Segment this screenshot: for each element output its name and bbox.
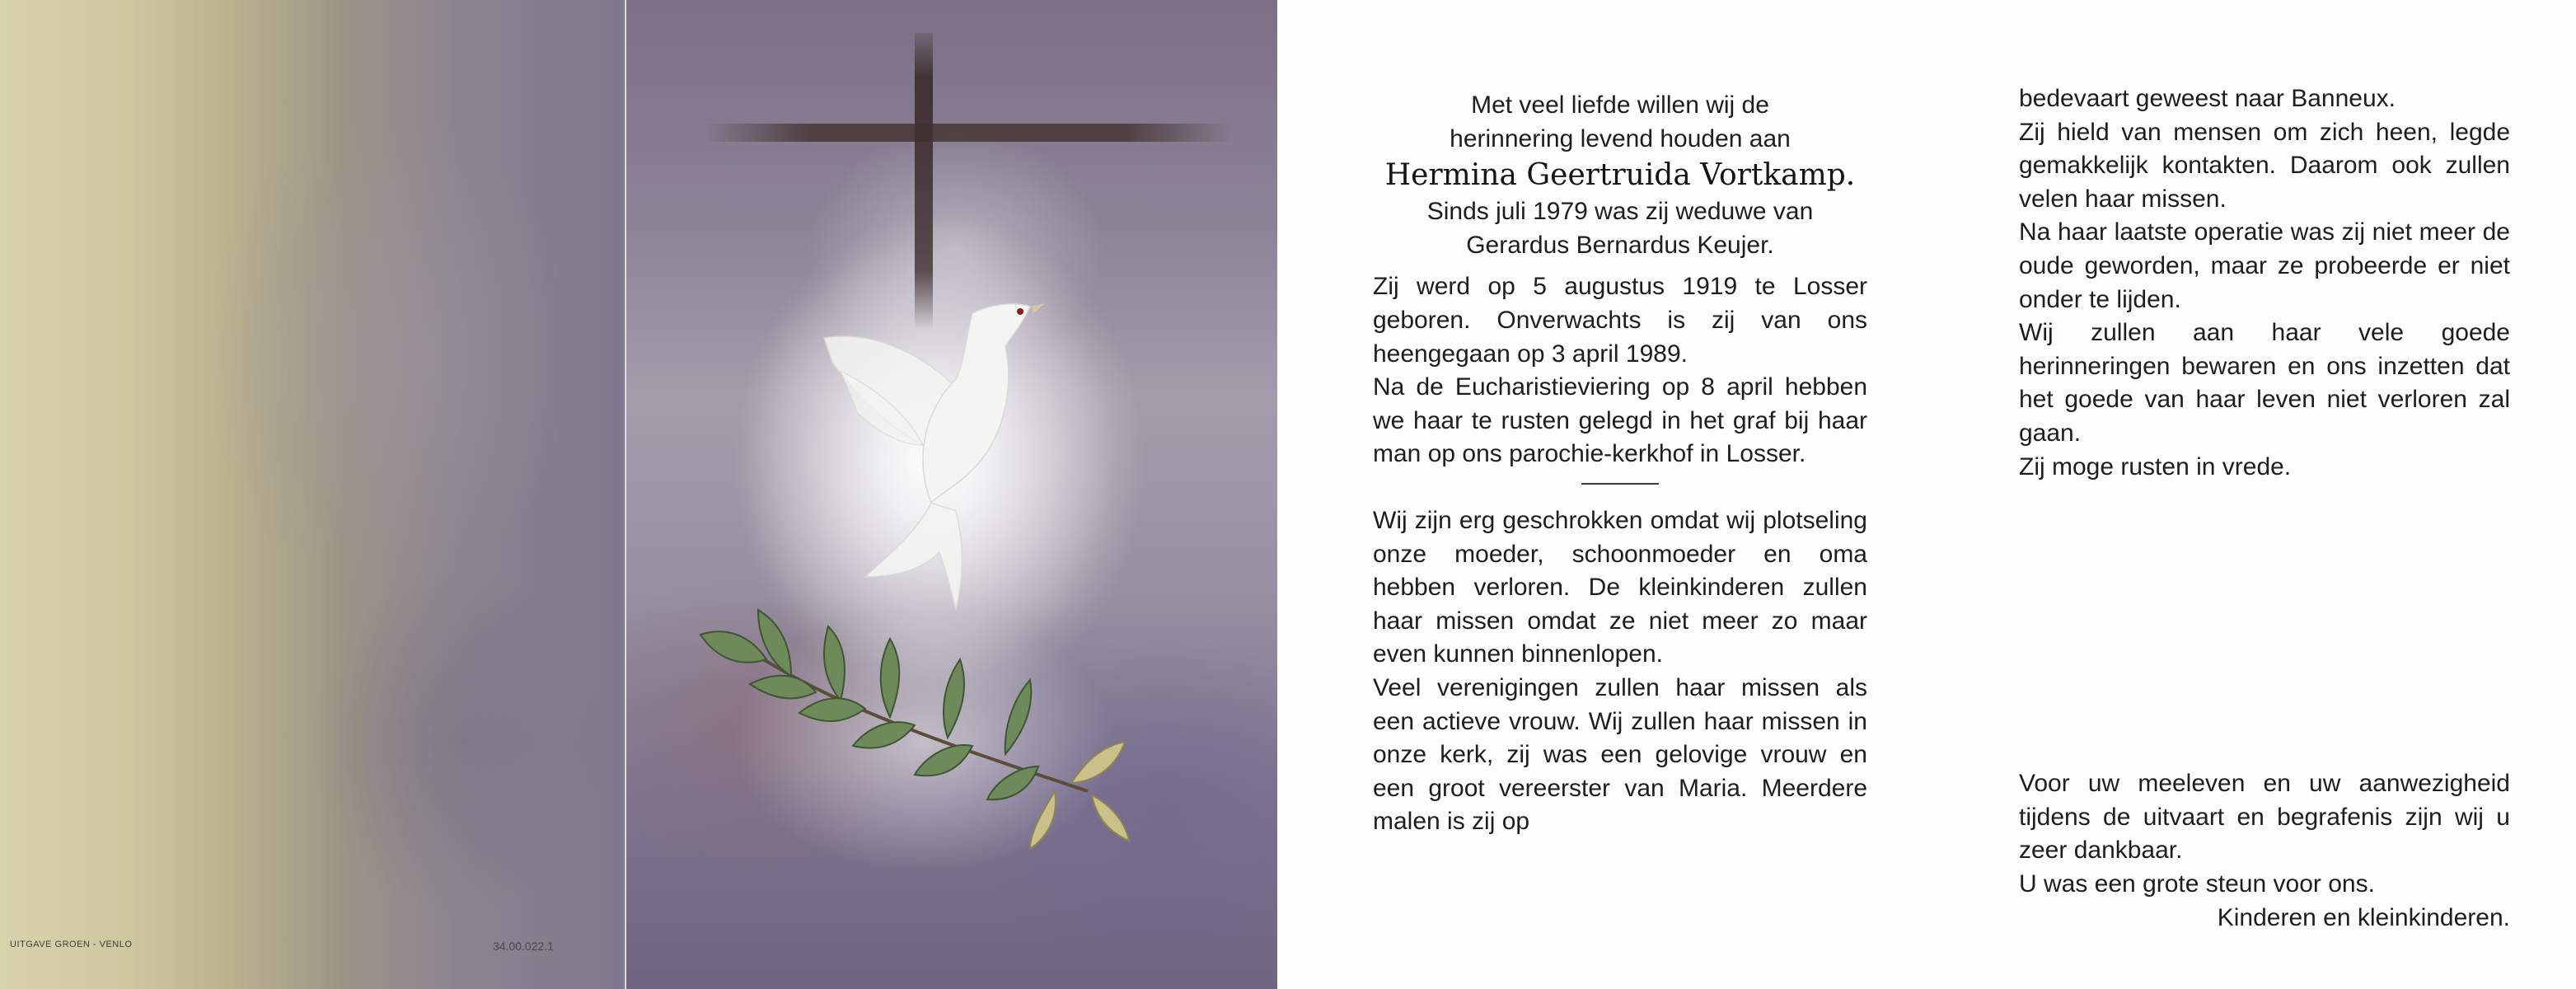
- widow-line-1: Sinds juli 1979 was zij weduwe van: [1426, 198, 1814, 226]
- widow-line-2: Gerardus Bernardus Keujer.: [1466, 231, 1774, 259]
- shocked-paragraph: Wij zijn erg geschrokken omdat wij plotseling onze moeder, schoonmoeder en oma hebben verloren. De kleinkinderen zullen haar missen omdat ze niet meer zo maar even kunnen binnenlopen.: [1373, 506, 1867, 668]
- text-column-right: [2019, 82, 2510, 935]
- card-back-panel: [0, 0, 625, 989]
- front-illustration: [626, 0, 1277, 989]
- card-outer-side: [0, 0, 1277, 989]
- memories-paragraph: Wij zullen aan haar vele goede herinneringen bewaren en ons inzetten dat het goede van haar leven niet verloren zal gaan.: [2019, 319, 2510, 447]
- publisher-imprint: UITGAVE GROEN - VENLO: [10, 940, 133, 949]
- card-front-panel: [626, 0, 1277, 989]
- intro-line-2: herinnering levend houden aan: [1450, 124, 1791, 152]
- birth-paragraph: Zij werd op 5 augustus 1919 te Losser geboren. Onverwachts is zij van ons heengegaan op 3 april 1989.: [1373, 273, 1867, 368]
- signature-line: Kinderen en kleinkinderen.: [2217, 903, 2510, 931]
- card-inner-side: [1277, 0, 2576, 989]
- text-column-left: [1373, 89, 1867, 839]
- pilgrimage-line: bedevaart geweest naar Banneux.: [2019, 85, 2396, 112]
- associations-paragraph: Veel verenigingen zullen haar missen als een actieve vrouw. Wij zullen haar missen in onze kerk, zij was een gelovige vrouw en een groot vereerster van Maria. Meerdere malen is zij op: [1373, 673, 1867, 836]
- people-paragraph: Zij hield van mensen om zich heen, legde gemakkelijk kontakten. Daarom ook zullen velen haar missen.: [2019, 118, 2510, 213]
- operation-paragraph: Na haar laatste operatie was zij niet meer de oude geworden, maar ze probeerde er niet onder te lijden.: [2019, 218, 2510, 313]
- intro-line-1: Met veel liefde willen wij de: [1471, 91, 1769, 119]
- support-line: U was een grote steun voor ons.: [2019, 869, 2375, 898]
- card-code: 34.00.022.1: [493, 940, 554, 953]
- rest-in-peace-line: Zij moge rusten in vrede.: [2019, 452, 2292, 480]
- deceased-name: Hermina Geertruida Vortkamp.: [1384, 158, 1856, 193]
- separator-line: [1581, 483, 1659, 485]
- spacer: [2019, 484, 2510, 767]
- thanks-paragraph: Voor uw meeleven en uw aanwezigheid tijdens de uitvaart en begrafenis zijn wij u zeer dankbaar.: [2019, 770, 2510, 865]
- burial-paragraph: Na de Eucharistieviering op 8 april hebben we haar te rusten gelegd in het graf bij haar man op ons parochie-kerkhof in Losser.: [1373, 373, 1867, 468]
